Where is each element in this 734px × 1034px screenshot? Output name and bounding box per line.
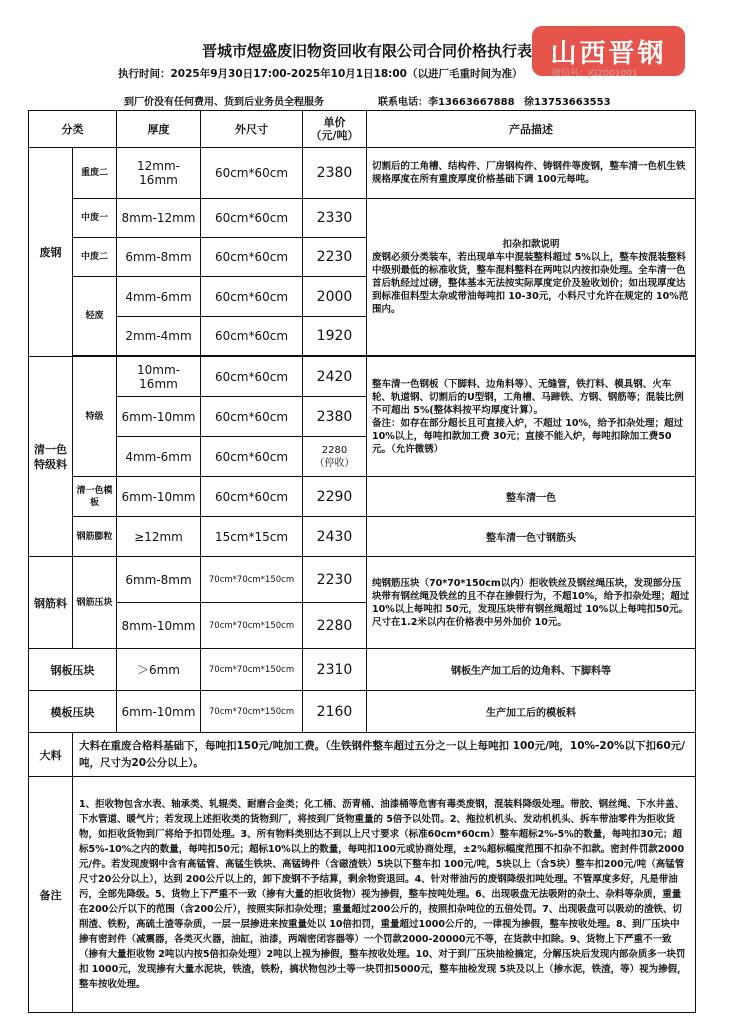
price-table <box>28 110 696 1013</box>
size: 60cm*60cm <box>201 397 303 437</box>
table-row <box>29 148 696 199</box>
group-formwork-block: 模板压块 <box>29 691 117 733</box>
watermark-logo: 山西晋钢 <box>532 26 685 76</box>
price: 2310 <box>303 649 367 691</box>
thickness: 10mm-16mm <box>117 357 201 397</box>
price: 2290 <box>303 477 367 517</box>
thickness: ＞6mm <box>117 649 201 691</box>
table-row <box>29 199 696 238</box>
table-row <box>29 517 696 557</box>
sub-special: 特级 <box>73 357 117 477</box>
price: 2430 <box>303 517 367 557</box>
price: 2000 <box>303 277 367 317</box>
size: 60cm*60cm <box>201 148 303 199</box>
sub-light: 轻废 <box>73 277 117 356</box>
size: 70cm*70cm*150cm <box>201 557 303 603</box>
size: 60cm*60cm <box>201 199 303 238</box>
table-row <box>29 477 696 517</box>
size: 60cm*60cm <box>201 357 303 397</box>
group-plate-block: 钢板压块 <box>29 649 117 691</box>
col-category: 分类 <box>29 111 117 148</box>
description: 钢板生产加工后的边角料、下脚料等 <box>367 649 696 691</box>
group-scrap: 废钢 <box>29 148 73 357</box>
size: 60cm*60cm <box>201 317 303 356</box>
damu-label: 大料 <box>29 733 73 777</box>
size: 60cm*60cm <box>201 238 303 277</box>
size: 60cm*60cm <box>201 277 303 317</box>
table-row <box>29 777 696 1013</box>
thickness: 6mm-10mm <box>117 477 201 517</box>
description: 生产加工后的模板料 <box>367 691 696 733</box>
size: 60cm*60cm <box>201 477 303 517</box>
size: 60cm*60cm <box>201 437 303 477</box>
deduction-body: 废钢必须分类装车，若出现单车中混装整料超过 5%以上，整车按混装整料中级别最低的标准收货，整车混料整料在两吨以内按扣杂处理。全车清一色首后轨经过过磅，整体基本无法按实际厚度定价及验收划价；如出现厚度达到标准但料型太杂或带油每吨扣 10-30元，小料尺寸允许在规定的 10%范围内。 <box>372 252 689 315</box>
group-special: 清一色特级料 <box>29 357 73 557</box>
sub-heavy2: 重废二 <box>73 148 117 199</box>
table-row <box>29 557 696 603</box>
size: 70cm*70cm*150cm <box>201 603 303 649</box>
col-description: 产品描述 <box>367 111 696 148</box>
notice-text: 到厂价没有任何费用、货到后业务员全程服务 <box>124 97 324 108</box>
description: 切割后的工角槽、结构件、厂房钢构件、铸钢件等废钢，整车清一色机生铁规格厚度在所有重废厚度价格基础下调 100元每吨。 <box>367 148 696 199</box>
price: 2380 <box>303 148 367 199</box>
price: 2280 <box>303 603 367 649</box>
price: 2160 <box>303 691 367 733</box>
size: 15cm*15cm <box>201 517 303 557</box>
contact-line <box>124 93 611 108</box>
price: 2230 <box>303 238 367 277</box>
thickness: 6mm-10mm <box>117 397 201 437</box>
price: 2230 <box>303 557 367 603</box>
watermark-sub: 微信号：JG2001001 <box>552 69 638 79</box>
phone-label: 联系电话：李13663667888 <box>378 97 515 108</box>
price: 1920 <box>303 317 367 356</box>
description: 整车清一色寸钢筋头 <box>367 517 696 557</box>
col-thickness: 厚度 <box>117 111 201 148</box>
thickness: 2mm-4mm <box>117 317 201 356</box>
group-rebar: 钢筋料 <box>29 557 73 649</box>
description: 整车清一色 <box>367 477 696 517</box>
rebar-description: 纯钢筋压块（70*70*150cm以内）拒收铁丝及钢丝绳压块，发现部分压块带有钢丝绳及铁丝的且不存在掺假行为，不超10%，给予扣杂处理；超过10%以上每吨扣 50元，发现压块带有钢丝绳超过 10%以上每吨扣50元。尺寸在1.2米以内在价格表中另外加价 10元。 <box>367 557 696 649</box>
sub-rebar-bits: 钢筋膨粒 <box>73 517 117 557</box>
deduction-notes <box>367 199 696 356</box>
remark-label: 备注 <box>29 777 73 1013</box>
exec-time: 执行时间：2025年9月30日17:00-2025年10月1日18:00（以进厂毛重时间为准） <box>118 68 523 80</box>
col-price: 单价 （元/吨） <box>303 111 367 148</box>
thickness: 8mm-12mm <box>117 199 201 238</box>
thickness: 12mm-16mm <box>117 148 201 199</box>
sub-template: 清一色模板 <box>73 477 117 517</box>
thickness: 6mm-8mm <box>117 238 201 277</box>
sub-mid2: 中废二 <box>73 238 117 277</box>
sub-mid1: 中废一 <box>73 199 117 238</box>
thickness: 4mm-6mm <box>117 437 201 477</box>
thickness: 6mm-10mm <box>117 691 201 733</box>
price: 2280 （停收） <box>303 437 367 477</box>
phone-second: 徐13753663553 <box>524 97 611 108</box>
table-row <box>29 691 696 733</box>
size: 70cm*70cm*150cm <box>201 691 303 733</box>
remark-text: 1、拒收物包含水表、轴承类、轧辊类、耐磨合金类；化工桶、沥青桶、油漆桶等危害有毒类废钢，混装料降级处理。带胶、钢丝绳、下水井盖、下水管道、暖气片；若发现上述拒收类的货物到厂，将按到厂货物重量的 5倍予以处罚。2、拖拉机机头、发动机机头、拆车带油零件为拒收货物，如拒收货物到厂将给予扣罚处理。3、所有物料类别达不到以上尺寸要求（标准60cm*60cm）整车超标2%-5%的数量，每吨扣30元；超标5%-10%之内的数量，每吨扣50元；超标10%以上的数量，每吨扣100元或协商处理，±2%超标幅度范围不扣杂不扣款。密封件罚款2000元/件。若发现废钢中含有高锰管、高锰生铁块、高锰铸件（含磁渣铁）5块以下整车扣 100元/吨，5块以上（含5块）整车扣200元/吨（高锰管尺寸20公分以上），达到 200公斤以上的，卸下废钢不予结算，剩余物资退回。4、针对带油污的废钢降级扣吨处理。不管厚度多好，凡是带油污，全部先降级。5、货物上下严重不一致（掺有大量的拒收货物）视为掺假，整车按吨处理。6、出现吸盘无法吸附的杂土、杂料等杂质，重量在200公斤以下的范围（含200公斤），按照实际扣杂处理；重量超过200公斤的，按照扣杂吨位的五倍处罚。7、出现吸盘可以吸动的渣铁、切削渣、铁粉，高硫土渣等杂质，一层一层掺进来按重量处以 10倍扣罚，重量超过1000公斤的，一律视为掺假，整车按收处理。8、到厂压块中掺有密封件（减震器，各类灭火器，油缸，油漆，两端密闭容器等）一个罚款2000-20000元不等，在货款中扣除。9、货物上下严重不一致（掺有大量拒收物 2吨以内按5倍扣杂处理）2吨以上视为掺假，整车按收处理。10、对于到厂压块抽检搞定，分解压块后发现内部杂质多一块罚扣 1000元，发现掺有大量水泥块，铁渣，铁粉，搞状物包沙土等一块罚扣5000元，整车抽检发现 5块及以上（掺水泥，铁渣，等）视为掺假，整车按收处理。 <box>73 777 696 1013</box>
size: 70cm*70cm*150cm <box>201 649 303 691</box>
table-row <box>29 357 696 397</box>
col-size: 外尺寸 <box>201 111 303 148</box>
table-row <box>29 733 696 777</box>
page-title: 晋城市煜盛废旧物资回收有限公司合同价格执行表 <box>201 42 532 60</box>
thickness: ≥12mm <box>117 517 201 557</box>
sub-rebar-block: 钢筋压块 <box>73 557 117 649</box>
price: 2420 <box>303 357 367 397</box>
special-description: 整车清一色钢板（下脚料、边角料等）、无缝管，铁打料、模具钢、火车轮、轨道钢、切割后的U型钢，工角槽、马蹄铁、方钢、钢筋等；混装比例不可超出 5%(整体料按平均厚度计算）。 备注：如存在部分超长且可直接入炉，不超过 10%，给予扣杂处理；超过10%以上，每吨扣款加工费 30元；直接不能入炉，每吨扣除加工费50元。（允许微锈） <box>367 357 696 477</box>
table-header <box>29 111 696 148</box>
price: 2330 <box>303 199 367 238</box>
price: 2380 <box>303 397 367 437</box>
thickness: 6mm-8mm <box>117 557 201 603</box>
thickness: 8mm-10mm <box>117 603 201 649</box>
deduction-title: 扣杂扣款说明 <box>502 239 560 250</box>
thickness: 4mm-6mm <box>117 277 201 317</box>
table-row <box>29 649 696 691</box>
damu-text: 大料在重废合格料基础下，每吨扣150元/吨加工费。（生铁钢件整车超过五分之一以上每吨扣 100元/吨，10%-20%以下扣60元/吨，尺寸为20公分以上）。 <box>73 733 696 777</box>
